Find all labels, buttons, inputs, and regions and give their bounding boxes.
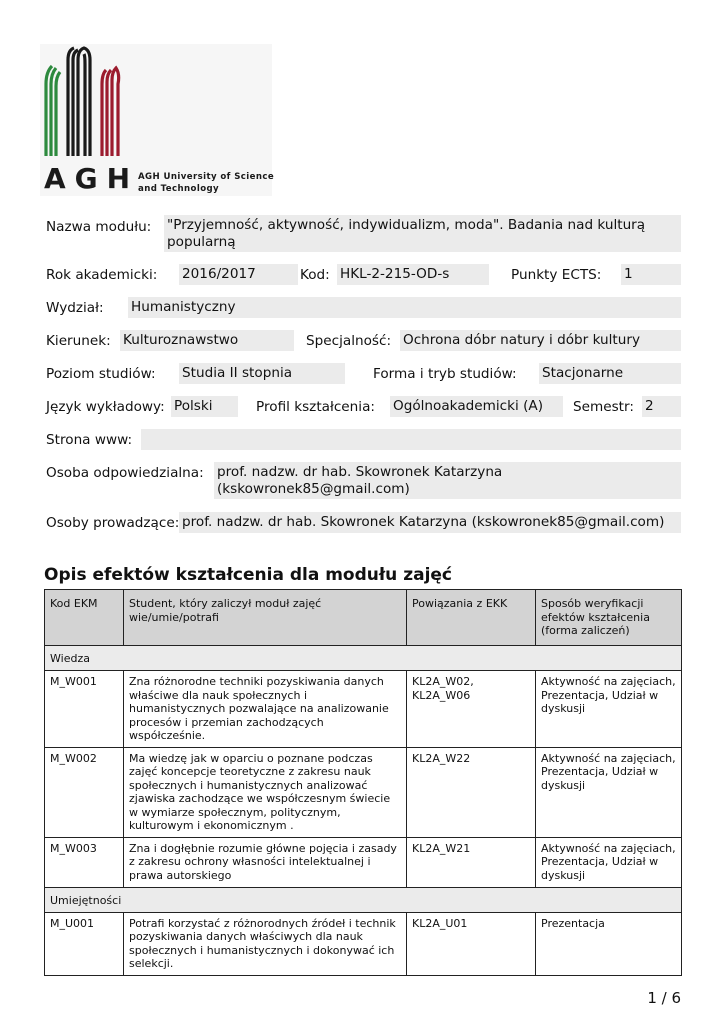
jezyk-label: Język wykładowy:	[46, 399, 165, 415]
forma-value: Stacjonarne	[539, 363, 681, 384]
cell-opis: Potrafi korzystać z różnorodnych źródeł i technik pozyskiwania danych właściwych dla nauk społecznych i humanistycznych i dokonywać ich selekcji.	[124, 912, 407, 975]
table-row	[45, 912, 682, 975]
group-label-wiedza: Wiedza	[45, 646, 682, 671]
forma-label: Forma i tryb studiów:	[373, 366, 517, 382]
nazwa-label: Nazwa modułu:	[46, 219, 152, 235]
kierunek-label: Kierunek:	[46, 333, 111, 349]
header-opis: Student, który zaliczył moduł zajęć wie/umie/potrafi	[124, 590, 407, 646]
rok-value: 2016/2017	[179, 264, 298, 285]
poziom-value: Studia II stopnia	[179, 363, 345, 384]
cell-kod: M_U001	[45, 912, 124, 975]
cell-weryfikacja: Prezentacja	[536, 912, 682, 975]
prowadzace-value: prof. nadzw. dr hab. Skowronek Katarzyna (kskowronek85@gmail.com)	[179, 512, 681, 533]
table-row	[45, 747, 682, 837]
cell-ekk: KL2A_W22	[407, 747, 536, 837]
ects-label: Punkty ECTS:	[511, 267, 602, 283]
group-row-umiejetnosci	[45, 887, 682, 912]
cell-opis: Zna i dogłębnie rozumie główne pojęcia i zasady z zakresu ochrony własności intelektualnej i prawa autorskiego	[124, 837, 407, 887]
agh-logo-icon	[40, 44, 130, 162]
osoba-label: Osoba odpowiedzialna:	[46, 465, 204, 481]
cell-kod: M_W003	[45, 837, 124, 887]
group-label-umiejetnosci: Umiejętności	[45, 887, 682, 912]
logo-university-line2: and Technology	[138, 184, 220, 194]
logo-agh-wordmark: AGH	[44, 162, 140, 195]
nazwa-value: "Przyjemność, aktywność, indywidualizm, moda". Badania nad kulturą popularną	[164, 215, 681, 252]
cell-opis: Ma wiedzę jak w oparciu o poznane podczas zajęć koncepcje teoretyczne z zakresu nauk społecznych i humanistycznych analizować zjawiska zachodzące we współczesnym świecie w wymiarze społecznym, politycznym, kulturowym i ekonomicznym .	[124, 747, 407, 837]
semestr-label: Semestr:	[573, 399, 634, 415]
header-weryfikacja: Sposób weryfikacji efektów kształcenia (forma zaliczeń)	[536, 590, 682, 646]
table-row	[45, 671, 682, 748]
rok-label: Rok akademicki:	[46, 267, 158, 283]
cell-ekk: KL2A_W02, KL2A_W06	[407, 671, 536, 748]
specjalnosc-label: Specjalność:	[306, 333, 392, 349]
logo-stroke-green-3	[56, 72, 60, 156]
cell-weryfikacja: Aktywność na zajęciach, Prezentacja, Udział w dyskusji	[536, 837, 682, 887]
cell-kod: M_W001	[45, 671, 124, 748]
header-kod: Kod EKM	[45, 590, 124, 646]
cell-opis: Zna różnorodne techniki pozyskiwania danych właściwe dla nauk społecznych i humanistycznych pozwalające na analizowanie procesów i przemian zachodzących współcześnie.	[124, 671, 407, 748]
specjalnosc-value: Ochrona dóbr natury i dóbr kultury	[400, 330, 681, 351]
cell-kod: M_W002	[45, 747, 124, 837]
strona-label: Strona www:	[46, 432, 133, 448]
semestr-value: 2	[642, 396, 681, 417]
profil-value: Ogólnoakademicki (A)	[390, 396, 563, 417]
strona-value	[141, 429, 681, 450]
efekty-table	[44, 589, 682, 976]
logo-stroke-black-4	[84, 54, 85, 156]
kierunek-value: Kulturoznawstwo	[120, 330, 294, 351]
table-row	[45, 837, 682, 887]
page-number: 1 / 6	[647, 989, 681, 1007]
jezyk-value: Polski	[171, 396, 238, 417]
cell-weryfikacja: Aktywność na zajęciach, Prezentacja, Udział w dyskusji	[536, 671, 682, 748]
prowadzace-label: Osoby prowadzące:	[46, 515, 180, 531]
header-ekk: Powiązania z EKK	[407, 590, 536, 646]
cell-weryfikacja: Aktywność na zajęciach, Prezentacja, Udział w dyskusji	[536, 747, 682, 837]
ects-value: 1	[621, 264, 681, 285]
wydzial-value: Humanistyczny	[128, 297, 681, 318]
cell-ekk: KL2A_U01	[407, 912, 536, 975]
logo-university-line1: AGH University of Science	[138, 172, 275, 182]
table-header-row	[45, 590, 682, 646]
cell-ekk: KL2A_W21	[407, 837, 536, 887]
osoba-value: prof. nadzw. dr hab. Skowronek Katarzyna (kskowronek85@gmail.com)	[214, 462, 681, 499]
poziom-label: Poziom studiów:	[46, 366, 156, 382]
kod-label: Kod:	[300, 267, 330, 283]
group-row-wiedza	[45, 646, 682, 671]
section-title: Opis efektów kształcenia dla modułu zajęć	[44, 565, 453, 585]
kod-value: HKL-2-215-OD-s	[337, 264, 489, 285]
logo-stroke-red-3	[112, 68, 119, 156]
profil-label: Profil kształcenia:	[256, 399, 375, 415]
wydzial-label: Wydział:	[46, 300, 104, 316]
